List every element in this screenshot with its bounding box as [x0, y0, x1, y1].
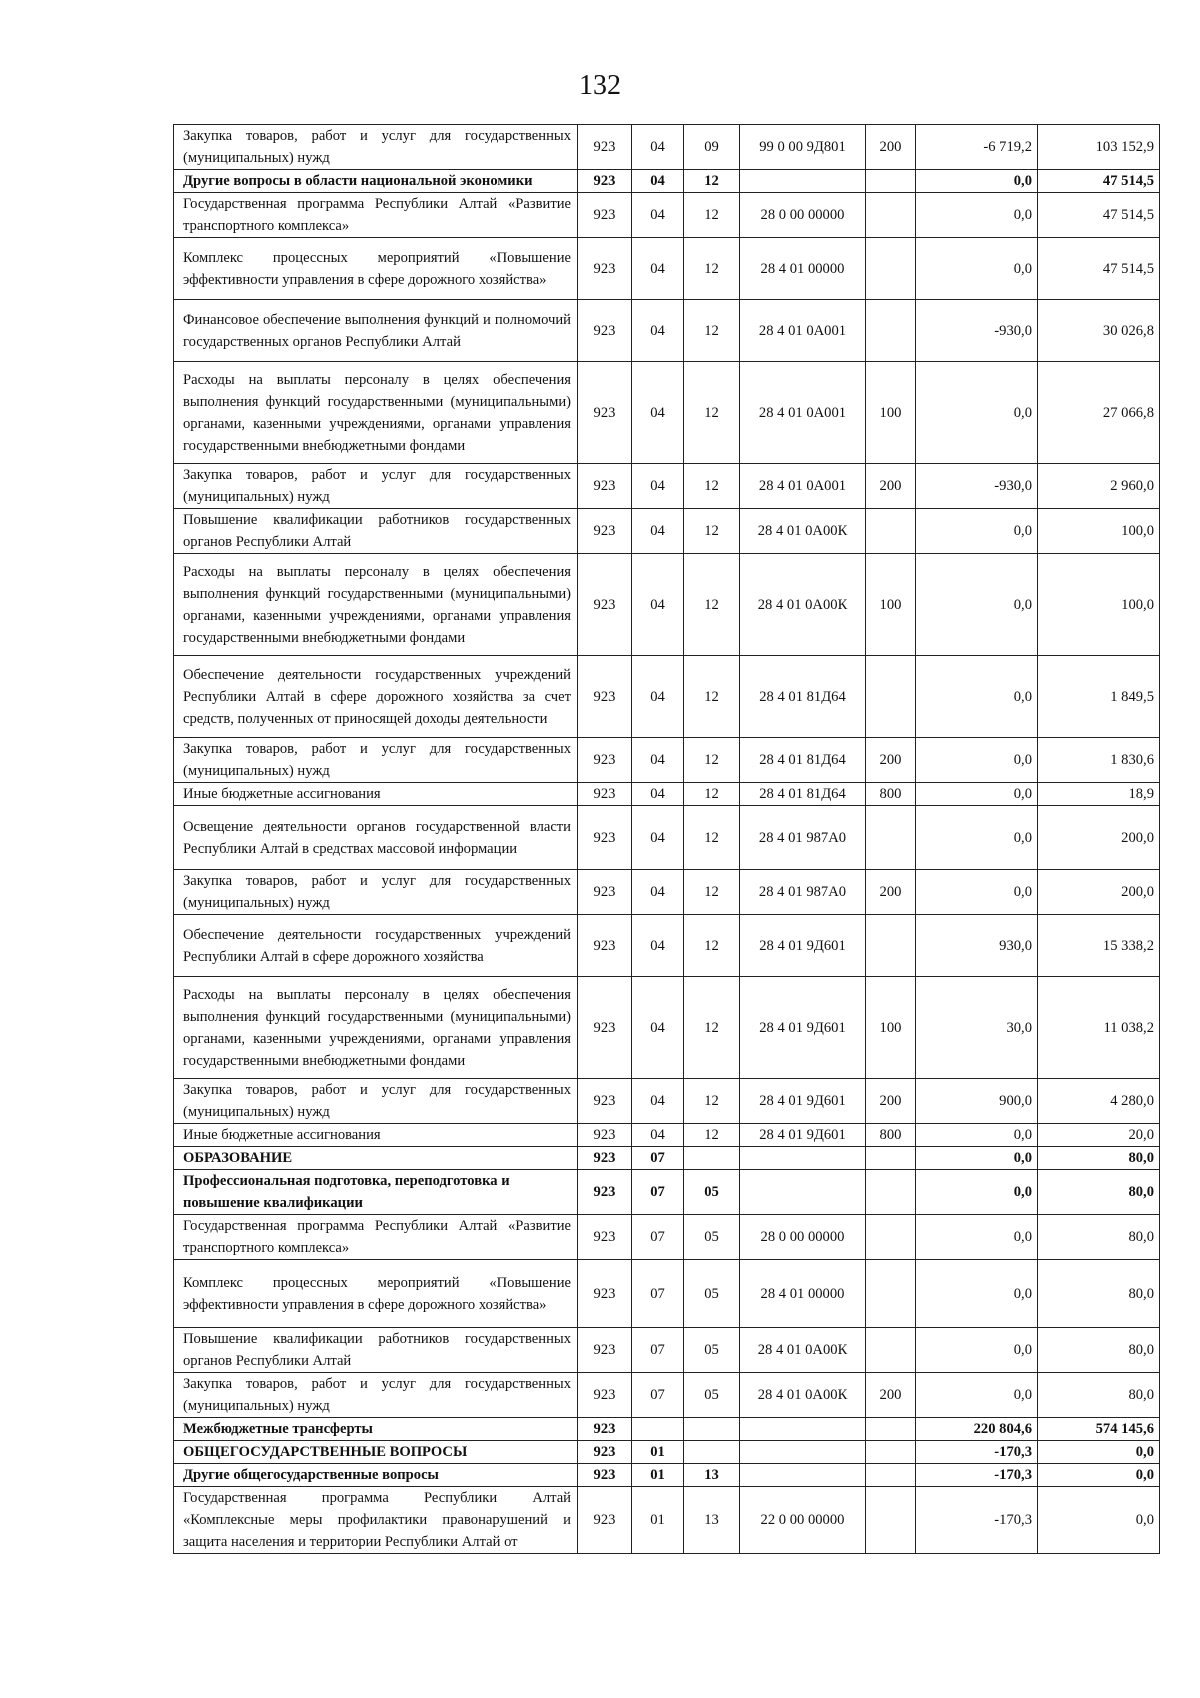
row-total-amount: 80,0	[1038, 1147, 1160, 1170]
row-target-article: 28 4 01 81Д64	[740, 783, 866, 806]
row-target-article: 28 4 01 00000	[740, 1260, 866, 1328]
row-expense-type	[866, 806, 916, 870]
row-expense-type	[866, 1487, 916, 1554]
row-subsection: 13	[684, 1487, 740, 1554]
row-total-amount: 80,0	[1038, 1215, 1160, 1260]
row-target-article	[740, 1464, 866, 1487]
row-expense-type	[866, 1328, 916, 1373]
row-subsection: 12	[684, 464, 740, 509]
row-expense-type: 200	[866, 738, 916, 783]
row-total-amount: 47 514,5	[1038, 193, 1160, 238]
row-name: Профессиональная подготовка, переподготовка и повышение квалификации	[174, 1170, 578, 1215]
row-expense-type	[866, 509, 916, 554]
row-target-article: 28 4 01 0А001	[740, 300, 866, 362]
row-section: 04	[632, 1124, 684, 1147]
row-expense-type: 100	[866, 554, 916, 656]
row-subsection: 12	[684, 783, 740, 806]
row-expense-type	[866, 238, 916, 300]
table-row	[174, 806, 1160, 870]
row-expense-type	[866, 1464, 916, 1487]
row-name: ОБРАЗОВАНИЕ	[174, 1147, 578, 1170]
row-grbs: 923	[578, 1170, 632, 1215]
row-change-amount: 0,0	[916, 170, 1038, 193]
row-expense-type: 800	[866, 783, 916, 806]
row-change-amount: 0,0	[916, 656, 1038, 738]
row-grbs: 923	[578, 1373, 632, 1418]
row-expense-type: 100	[866, 362, 916, 464]
row-subsection: 12	[684, 870, 740, 915]
row-change-amount: 0,0	[916, 1373, 1038, 1418]
row-subsection: 12	[684, 806, 740, 870]
row-section: 04	[632, 170, 684, 193]
row-target-article: 99 0 00 9Д801	[740, 125, 866, 170]
row-name: Обеспечение деятельности государственных учреждений Республики Алтай в сфере дорожного хозяйства за счет средств, полученных от приносящей доходы деятельности	[174, 656, 578, 738]
row-grbs: 923	[578, 509, 632, 554]
row-total-amount: 15 338,2	[1038, 915, 1160, 977]
row-target-article: 22 0 00 00000	[740, 1487, 866, 1554]
row-subsection	[684, 1418, 740, 1441]
row-change-amount: 0,0	[916, 1170, 1038, 1215]
row-grbs: 923	[578, 870, 632, 915]
row-expense-type	[866, 915, 916, 977]
row-name: Государственная программа Республики Алтай «Развитие транспортного комплекса»	[174, 1215, 578, 1260]
row-expense-type	[866, 193, 916, 238]
row-target-article	[740, 170, 866, 193]
row-change-amount: 0,0	[916, 1124, 1038, 1147]
row-grbs: 923	[578, 806, 632, 870]
row-change-amount: 0,0	[916, 509, 1038, 554]
row-expense-type	[866, 1215, 916, 1260]
row-grbs: 923	[578, 1260, 632, 1328]
table-row	[174, 870, 1160, 915]
row-subsection: 12	[684, 977, 740, 1079]
row-target-article: 28 4 01 0А00К	[740, 1373, 866, 1418]
row-subsection: 09	[684, 125, 740, 170]
row-section: 04	[632, 783, 684, 806]
row-total-amount: 80,0	[1038, 1260, 1160, 1328]
row-target-article	[740, 1441, 866, 1464]
row-subsection: 12	[684, 554, 740, 656]
row-subsection: 05	[684, 1373, 740, 1418]
row-expense-type	[866, 1260, 916, 1328]
row-grbs: 923	[578, 464, 632, 509]
row-grbs: 923	[578, 1441, 632, 1464]
row-subsection: 12	[684, 170, 740, 193]
row-target-article: 28 4 01 9Д601	[740, 1079, 866, 1124]
row-subsection: 12	[684, 300, 740, 362]
row-grbs: 923	[578, 915, 632, 977]
table-row	[174, 977, 1160, 1079]
row-name: Закупка товаров, работ и услуг для государственных (муниципальных) нужд	[174, 870, 578, 915]
row-grbs: 923	[578, 783, 632, 806]
row-change-amount: 0,0	[916, 362, 1038, 464]
row-change-amount: 0,0	[916, 238, 1038, 300]
row-grbs: 923	[578, 362, 632, 464]
row-change-amount: -930,0	[916, 464, 1038, 509]
table-row	[174, 1079, 1160, 1124]
row-subsection: 12	[684, 362, 740, 464]
row-total-amount: 1 849,5	[1038, 656, 1160, 738]
row-subsection: 12	[684, 193, 740, 238]
row-name: Государственная программа Республики Алтай «Комплексные меры профилактики правонарушений и защита населения и территории Республики Алтай от	[174, 1487, 578, 1554]
row-change-amount: 930,0	[916, 915, 1038, 977]
row-total-amount: 20,0	[1038, 1124, 1160, 1147]
row-grbs: 923	[578, 554, 632, 656]
row-target-article: 28 4 01 0А001	[740, 464, 866, 509]
row-change-amount: 0,0	[916, 806, 1038, 870]
row-total-amount: 574 145,6	[1038, 1418, 1160, 1441]
table-row	[174, 464, 1160, 509]
row-expense-type: 800	[866, 1124, 916, 1147]
row-expense-type	[866, 1170, 916, 1215]
row-name: Межбюджетные трансферты	[174, 1418, 578, 1441]
row-total-amount: 200,0	[1038, 806, 1160, 870]
row-target-article: 28 4 01 0А00К	[740, 509, 866, 554]
page-number: 132	[579, 70, 621, 101]
table-row	[174, 554, 1160, 656]
row-name: Другие общегосударственные вопросы	[174, 1464, 578, 1487]
row-change-amount: 0,0	[916, 193, 1038, 238]
row-expense-type	[866, 170, 916, 193]
row-grbs: 923	[578, 300, 632, 362]
row-change-amount: 0,0	[916, 1147, 1038, 1170]
row-section: 04	[632, 300, 684, 362]
row-target-article: 28 4 01 81Д64	[740, 738, 866, 783]
row-name: Повышение квалификации работников государственных органов Республики Алтай	[174, 509, 578, 554]
row-name: Комплекс процессных мероприятий «Повышение эффективности управления в сфере дорожного хозяйства»	[174, 1260, 578, 1328]
row-grbs: 923	[578, 656, 632, 738]
table-row	[174, 738, 1160, 783]
row-subsection: 05	[684, 1215, 740, 1260]
row-grbs: 923	[578, 170, 632, 193]
table-row	[174, 1215, 1160, 1260]
row-name: Обеспечение деятельности государственных учреждений Республики Алтай в сфере дорожного хозяйства	[174, 915, 578, 977]
row-expense-type	[866, 300, 916, 362]
row-total-amount: 1 830,6	[1038, 738, 1160, 783]
row-grbs: 923	[578, 1487, 632, 1554]
row-target-article: 28 4 01 987А0	[740, 870, 866, 915]
row-section: 07	[632, 1147, 684, 1170]
row-target-article: 28 0 00 00000	[740, 193, 866, 238]
row-name: Повышение квалификации работников государственных органов Республики Алтай	[174, 1328, 578, 1373]
row-change-amount: -930,0	[916, 300, 1038, 362]
table-row	[174, 170, 1160, 193]
row-total-amount: 47 514,5	[1038, 238, 1160, 300]
row-grbs: 923	[578, 1328, 632, 1373]
row-expense-type: 200	[866, 125, 916, 170]
row-name: Закупка товаров, работ и услуг для государственных (муниципальных) нужд	[174, 1079, 578, 1124]
row-expense-type	[866, 1147, 916, 1170]
row-section: 07	[632, 1328, 684, 1373]
row-target-article: 28 4 01 9Д601	[740, 915, 866, 977]
row-section: 07	[632, 1215, 684, 1260]
table-row	[174, 1487, 1160, 1554]
row-name: Финансовое обеспечение выполнения функций и полномочий государственных органов Республики Алтай	[174, 300, 578, 362]
row-total-amount: 80,0	[1038, 1170, 1160, 1215]
row-total-amount: 100,0	[1038, 509, 1160, 554]
budget-table-body	[174, 125, 1160, 1554]
row-subsection: 12	[684, 656, 740, 738]
row-grbs: 923	[578, 1418, 632, 1441]
table-row	[174, 1441, 1160, 1464]
row-expense-type	[866, 656, 916, 738]
row-target-article: 28 4 01 00000	[740, 238, 866, 300]
table-row	[174, 509, 1160, 554]
row-total-amount: 2 960,0	[1038, 464, 1160, 509]
row-grbs: 923	[578, 1124, 632, 1147]
row-subsection	[684, 1147, 740, 1170]
row-subsection: 12	[684, 509, 740, 554]
row-section: 01	[632, 1464, 684, 1487]
row-section: 04	[632, 238, 684, 300]
row-section: 04	[632, 1079, 684, 1124]
row-name: ОБЩЕГОСУДАРСТВЕННЫЕ ВОПРОСЫ	[174, 1441, 578, 1464]
table-row	[174, 125, 1160, 170]
row-total-amount: 80,0	[1038, 1373, 1160, 1418]
row-subsection: 12	[684, 738, 740, 783]
row-expense-type	[866, 1418, 916, 1441]
table-row	[174, 362, 1160, 464]
table-row	[174, 1124, 1160, 1147]
row-total-amount: 4 280,0	[1038, 1079, 1160, 1124]
row-target-article: 28 4 01 0А00К	[740, 1328, 866, 1373]
row-expense-type: 100	[866, 977, 916, 1079]
table-row	[174, 1464, 1160, 1487]
row-change-amount: -6 719,2	[916, 125, 1038, 170]
row-change-amount: 0,0	[916, 870, 1038, 915]
row-subsection: 05	[684, 1260, 740, 1328]
row-section: 07	[632, 1373, 684, 1418]
row-total-amount: 0,0	[1038, 1441, 1160, 1464]
row-total-amount: 103 152,9	[1038, 125, 1160, 170]
row-target-article: 28 4 01 81Д64	[740, 656, 866, 738]
row-total-amount: 47 514,5	[1038, 170, 1160, 193]
table-row	[174, 300, 1160, 362]
row-section: 04	[632, 193, 684, 238]
row-name: Государственная программа Республики Алтай «Развитие транспортного комплекса»	[174, 193, 578, 238]
table-row	[174, 915, 1160, 977]
row-name: Расходы на выплаты персоналу в целях обеспечения выполнения функций государственными (муниципальными) органами, казенными учреждениями, органами управления государственными внебюджетными фондами	[174, 362, 578, 464]
row-target-article: 28 0 00 00000	[740, 1215, 866, 1260]
row-change-amount: 0,0	[916, 554, 1038, 656]
row-grbs: 923	[578, 1079, 632, 1124]
row-name: Комплекс процессных мероприятий «Повышение эффективности управления в сфере дорожного хозяйства»	[174, 238, 578, 300]
row-grbs: 923	[578, 1147, 632, 1170]
row-change-amount: 0,0	[916, 1260, 1038, 1328]
table-row	[174, 1170, 1160, 1215]
row-total-amount: 11 038,2	[1038, 977, 1160, 1079]
row-grbs: 923	[578, 1464, 632, 1487]
row-subsection	[684, 1441, 740, 1464]
row-section: 04	[632, 125, 684, 170]
row-change-amount: 30,0	[916, 977, 1038, 1079]
row-change-amount: 0,0	[916, 1328, 1038, 1373]
row-name: Иные бюджетные ассигнования	[174, 783, 578, 806]
row-section: 04	[632, 656, 684, 738]
row-change-amount: 0,0	[916, 1215, 1038, 1260]
row-name: Иные бюджетные ассигнования	[174, 1124, 578, 1147]
table-row	[174, 1373, 1160, 1418]
row-section: 04	[632, 554, 684, 656]
row-grbs: 923	[578, 238, 632, 300]
table-row	[174, 1328, 1160, 1373]
row-section: 04	[632, 509, 684, 554]
row-section	[632, 1418, 684, 1441]
row-expense-type: 200	[866, 1373, 916, 1418]
row-target-article: 28 4 01 987А0	[740, 806, 866, 870]
row-subsection: 05	[684, 1328, 740, 1373]
row-subsection: 05	[684, 1170, 740, 1215]
row-target-article: 28 4 01 9Д601	[740, 1124, 866, 1147]
row-change-amount: -170,3	[916, 1441, 1038, 1464]
row-section: 04	[632, 362, 684, 464]
row-total-amount: 100,0	[1038, 554, 1160, 656]
row-target-article: 28 4 01 0А001	[740, 362, 866, 464]
row-subsection: 12	[684, 1079, 740, 1124]
row-section: 04	[632, 870, 684, 915]
row-expense-type: 200	[866, 464, 916, 509]
row-section: 04	[632, 738, 684, 783]
row-section: 01	[632, 1441, 684, 1464]
row-subsection: 12	[684, 915, 740, 977]
row-target-article: 28 4 01 9Д601	[740, 977, 866, 1079]
table-row	[174, 238, 1160, 300]
row-grbs: 923	[578, 125, 632, 170]
row-name: Закупка товаров, работ и услуг для государственных (муниципальных) нужд	[174, 1373, 578, 1418]
row-total-amount: 80,0	[1038, 1328, 1160, 1373]
row-total-amount: 18,9	[1038, 783, 1160, 806]
row-change-amount: 220 804,6	[916, 1418, 1038, 1441]
row-target-article	[740, 1147, 866, 1170]
row-grbs: 923	[578, 738, 632, 783]
row-target-article: 28 4 01 0А00К	[740, 554, 866, 656]
row-change-amount: -170,3	[916, 1464, 1038, 1487]
row-target-article	[740, 1418, 866, 1441]
row-section: 07	[632, 1260, 684, 1328]
row-name: Расходы на выплаты персоналу в целях обеспечения выполнения функций государственными (муниципальными) органами, казенными учреждениями, органами управления государственными внебюджетными фондами	[174, 977, 578, 1079]
row-change-amount: -170,3	[916, 1487, 1038, 1554]
row-section: 04	[632, 977, 684, 1079]
row-target-article	[740, 1170, 866, 1215]
row-grbs: 923	[578, 977, 632, 1079]
row-expense-type	[866, 1441, 916, 1464]
row-section: 04	[632, 464, 684, 509]
table-row	[174, 1260, 1160, 1328]
row-subsection: 12	[684, 1124, 740, 1147]
row-name: Закупка товаров, работ и услуг для государственных (муниципальных) нужд	[174, 125, 578, 170]
row-section: 07	[632, 1170, 684, 1215]
table-row	[174, 783, 1160, 806]
table-row	[174, 1147, 1160, 1170]
row-name: Другие вопросы в области национальной экономики	[174, 170, 578, 193]
row-total-amount: 200,0	[1038, 870, 1160, 915]
row-change-amount: 0,0	[916, 738, 1038, 783]
row-name: Освещение деятельности органов государственной власти Республики Алтай в средствах массовой информации	[174, 806, 578, 870]
row-name: Расходы на выплаты персоналу в целях обеспечения выполнения функций государственными (муниципальными) органами, казенными учреждениями, органами управления государственными внебюджетными фондами	[174, 554, 578, 656]
row-section: 04	[632, 915, 684, 977]
row-expense-type: 200	[866, 870, 916, 915]
row-section: 01	[632, 1487, 684, 1554]
row-total-amount: 0,0	[1038, 1464, 1160, 1487]
row-expense-type: 200	[866, 1079, 916, 1124]
table-row	[174, 1418, 1160, 1441]
row-subsection: 12	[684, 238, 740, 300]
row-grbs: 923	[578, 193, 632, 238]
row-name: Закупка товаров, работ и услуг для государственных (муниципальных) нужд	[174, 464, 578, 509]
row-total-amount: 0,0	[1038, 1487, 1160, 1554]
row-section: 04	[632, 806, 684, 870]
row-subsection: 13	[684, 1464, 740, 1487]
budget-table	[173, 124, 1160, 1554]
row-total-amount: 30 026,8	[1038, 300, 1160, 362]
row-name: Закупка товаров, работ и услуг для государственных (муниципальных) нужд	[174, 738, 578, 783]
row-total-amount: 27 066,8	[1038, 362, 1160, 464]
table-row	[174, 193, 1160, 238]
table-row	[174, 656, 1160, 738]
row-change-amount: 900,0	[916, 1079, 1038, 1124]
row-grbs: 923	[578, 1215, 632, 1260]
row-change-amount: 0,0	[916, 783, 1038, 806]
